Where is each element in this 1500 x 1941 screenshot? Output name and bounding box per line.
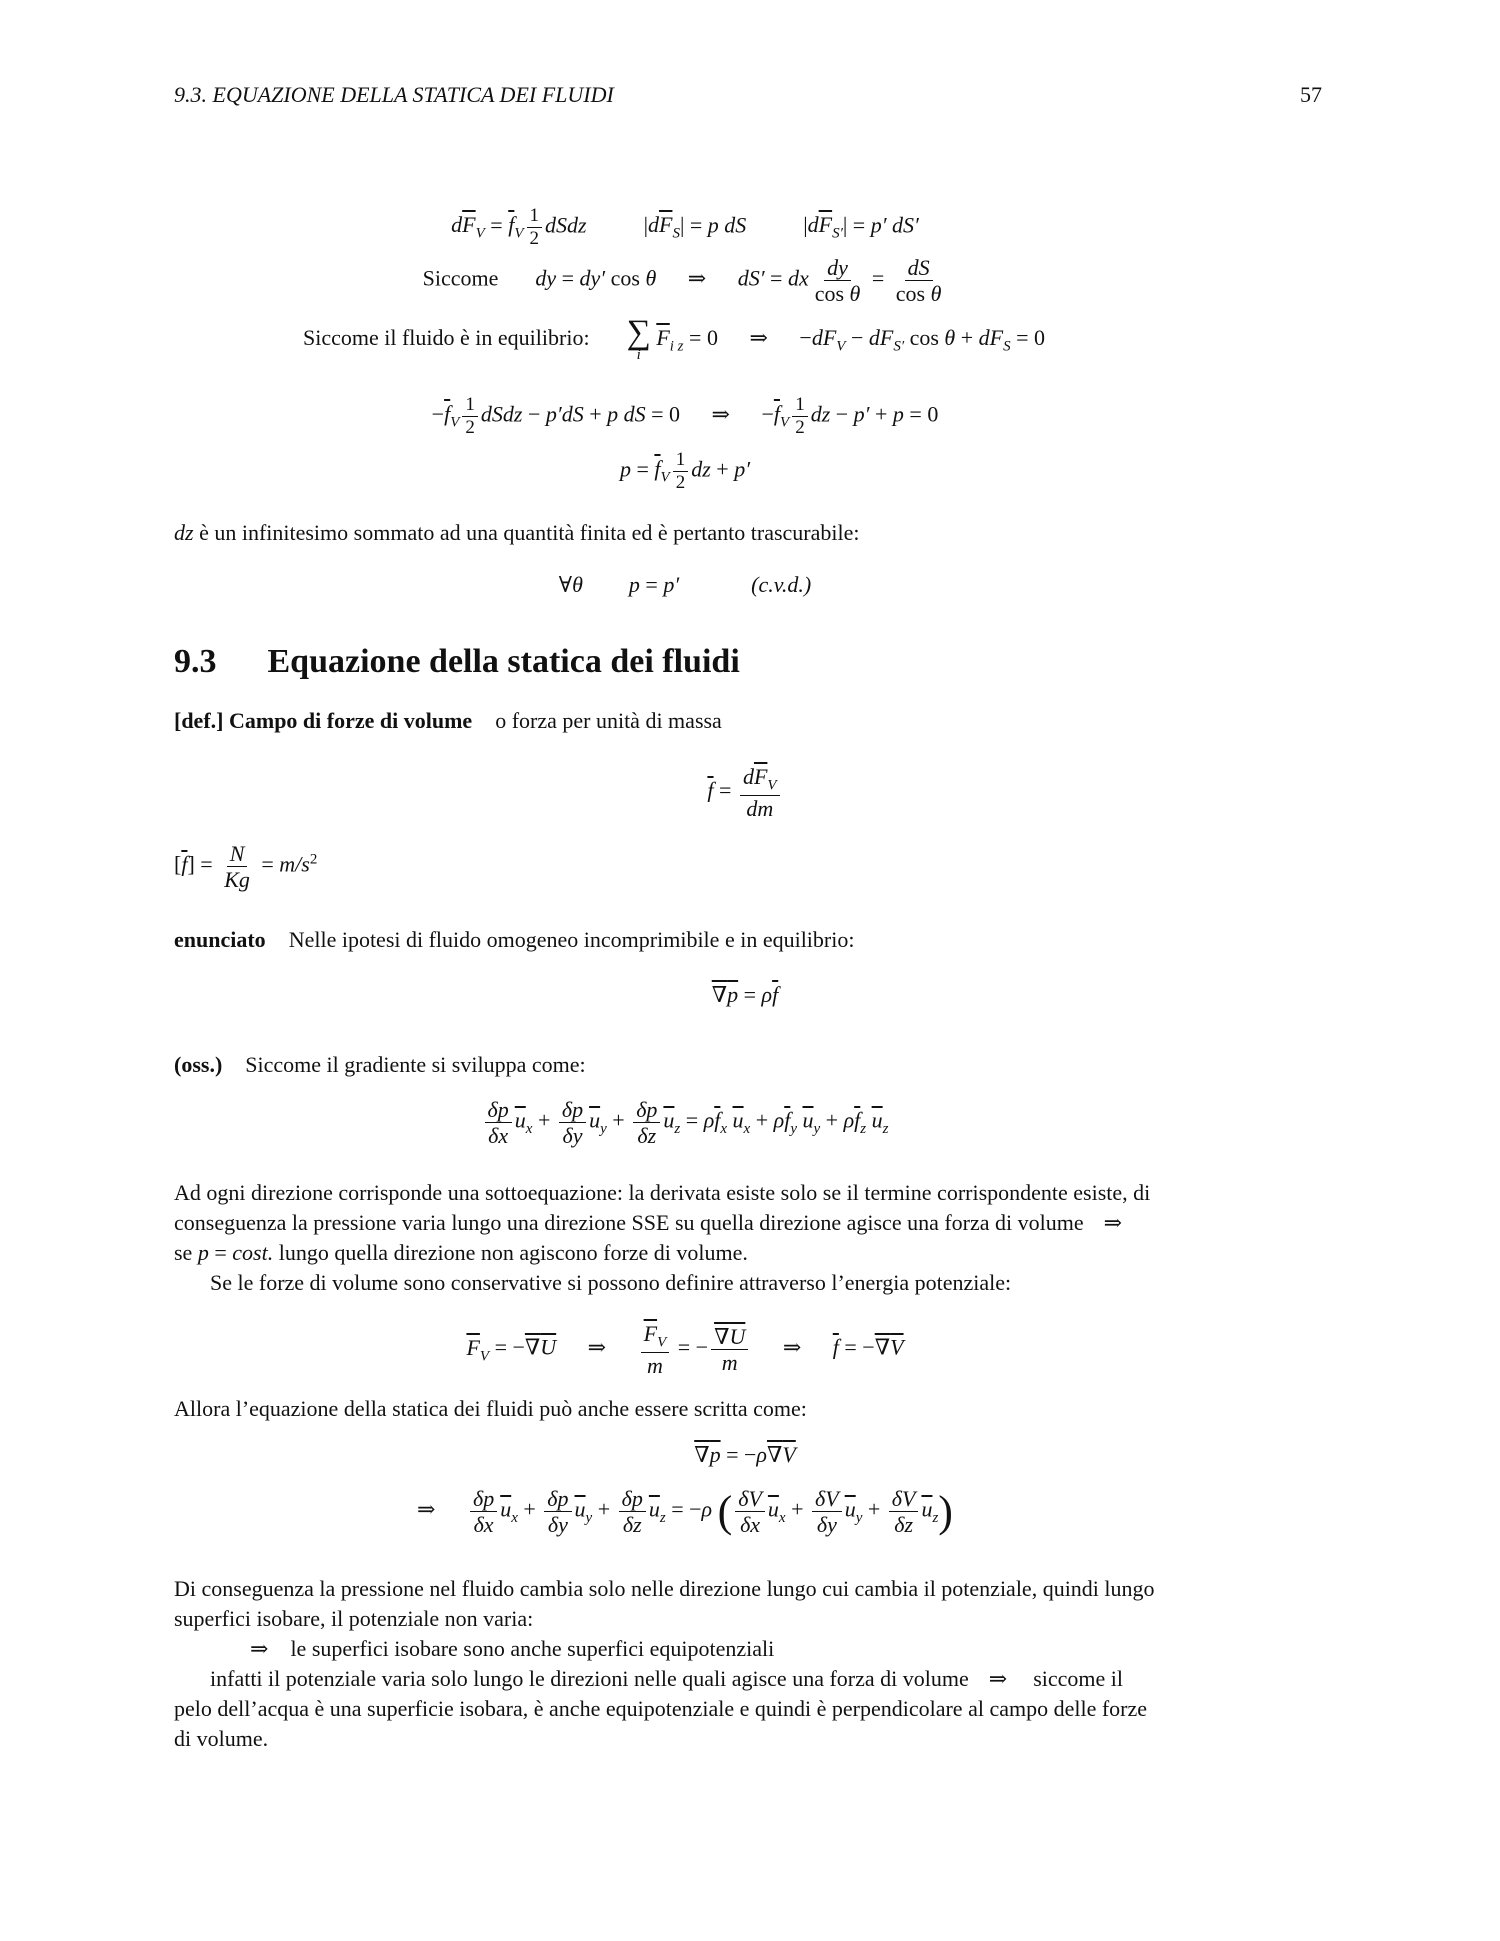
- equilibrium-label: Siccome il fluido è in equilibrio:: [303, 325, 590, 351]
- definition-tag: [def.]: [174, 708, 224, 733]
- observation-text: Siccome il gradiente si sviluppa come:: [245, 1052, 586, 1077]
- paragraph-isobaric: Di conseguenza la pressione nel fluido cambia solo nelle direzione lungo cui cambia il potenziale, quindi lungo superfici isobare, il potenziale non varia: ⇒ le superfici isobare sono anche superfici equipotenziali infatti il potenziale varia solo lungo le direzioni nelle quali agisce una forza di volume ⇒ siccome il pelo dell’acqua è una superficie isobara, è anche equipotenziale e quindi è perpendicolare al campo delle forze di volume.: [174, 1576, 1155, 1751]
- dz-sentence: dz è un infinitesimo sommato ad una quantità finita ed è pertanto trascurabile:: [174, 520, 860, 545]
- equation-gradient: $\nabla p = \rho\overline{f}$: [711, 982, 779, 1007]
- equation-gradient-expanded: $\frac{\delta p}{\delta x}$ $\overline{u}_x$ + $\frac{\delta p}{\delta y}$ $\overline{u}_y$ + $\frac{\delta p}{\delta z}$ $\overline{u}_z = \rho\overline{f}_x$ $\overline{u}_x + \rho\overline{f}_y$ $\overline{u}_y + \rho\overline{f}_z$ $\overline{u}_z$: [0, 1098, 1500, 1147]
- paragraph-then: Allora l’equazione della statica dei fluidi può anche essere scritta come:: [174, 1396, 807, 1421]
- statement-text: Nelle ipotesi di fluido omogeneo incomprimibile e in equilibrio:: [288, 927, 855, 952]
- page-number: 57: [1300, 82, 1322, 107]
- equation-units: $[\overline{f}]$ = $\frac{N}{Kg}$ = $m/s^2$: [174, 841, 318, 893]
- definition-rest: o forza per unità di massa: [495, 708, 722, 733]
- equation-equilibrium: Siccome il fluido è in equilibrio: ∑ i $\overline{F}_{i z} = 0$ ⇒ $-dF_V - dF_{S'}$ $\cos \theta + dF_S = 0$: [303, 314, 1046, 363]
- statement-line: [174, 927, 854, 953]
- statement-tag: enunciato: [174, 927, 266, 952]
- equation-potential: $\overline{F}_V = -\nabla U$ ⇒ $\frac{\overline{F}_V}{m}$ = − $\frac{\nabla U}{m}$ ⇒ $\overline{f} = -\nabla V$: [466, 1321, 904, 1379]
- equation-surface-relation: Siccome dy = dy′ cos θ ⇒ dS′ = dx $\frac{dy}{\text{cos θ}}$ = $\frac{dS}{\text{cos θ}}$: [422, 255, 942, 307]
- equation-gradient-potential: ∇p = −ρ∇V: [694, 1442, 796, 1467]
- definition-line: [174, 708, 722, 734]
- equation-for-all-theta: ∀θ p = p′ (c.v.d.): [558, 572, 812, 597]
- running-header: 9.3. EQUAZIONE DELLA STATICA DEI FLUIDI: [174, 82, 614, 107]
- section-title: Equazione della statica dei fluidi: [267, 643, 740, 680]
- section-heading: [174, 643, 740, 681]
- section-number: 9.3: [174, 643, 217, 680]
- equation-pressure-balance: $-\overline{f}_V$ $\frac{1}{2}$ dSdz − p′dS + p dS = 0 ⇒ $-\overline{f}_V$ $\frac{1}{2}$ dz − p′ + p = 0: [431, 394, 939, 438]
- equation-pressure-result: $p = \overline{f}_V$ $\frac{1}{2}$ dz + p′: [619, 449, 750, 493]
- observation-line: [174, 1052, 586, 1078]
- sum-index: i: [636, 346, 641, 363]
- equation-force-per-mass: $\overline{f}$ = $\frac{d\overline{F}_V}{dm}$: [0, 765, 1500, 820]
- observation-tag: (oss.): [174, 1052, 223, 1077]
- equation-force-elements: $d\overline{F}_V = \overline{f}_V$ $\frac{1}{2}$ dSdz $|d\overline{F}_S| = p$ dS $|d\overline{F}_{S'}| = p'$ dS′: [451, 205, 919, 249]
- cvd-mark: (c.v.d.): [751, 572, 812, 597]
- definition-term: Campo di forze di volume: [228, 708, 473, 733]
- paragraph-direction: Ad ogni direzione corrisponde una sottoequazione: la derivata esiste solo se il termine corrispondente esiste, di conseguenza la pressione varia lungo una direzione SSE su quella direzione agisce una forza di volume ⇒ se p = cost. lungo quella direzione non agiscono forze di volume. Se le forze di volume sono conservative si possono definire attraverso l’energia potenziale:: [174, 1180, 1151, 1295]
- equation-gradient-potential-expanded: ⇒ $\frac{\delta p}{\delta x}$ $\overline{u}_x$ + $\frac{\delta p}{\delta y}$ $\overline{u}_y$ + $\frac{\delta p}{\delta z}$ $\overline{u}_z = -\rho$ ( $\frac{\delta V}{\delta x}$ $\overline{u}_x$ + $\frac{\delta V}{\delta y}$ $\overline{u}_y$ + $\frac{\delta V}{\delta z}$ $\overline{u}_z$): [417, 1485, 953, 1537]
- word-siccome: Siccome: [422, 265, 499, 291]
